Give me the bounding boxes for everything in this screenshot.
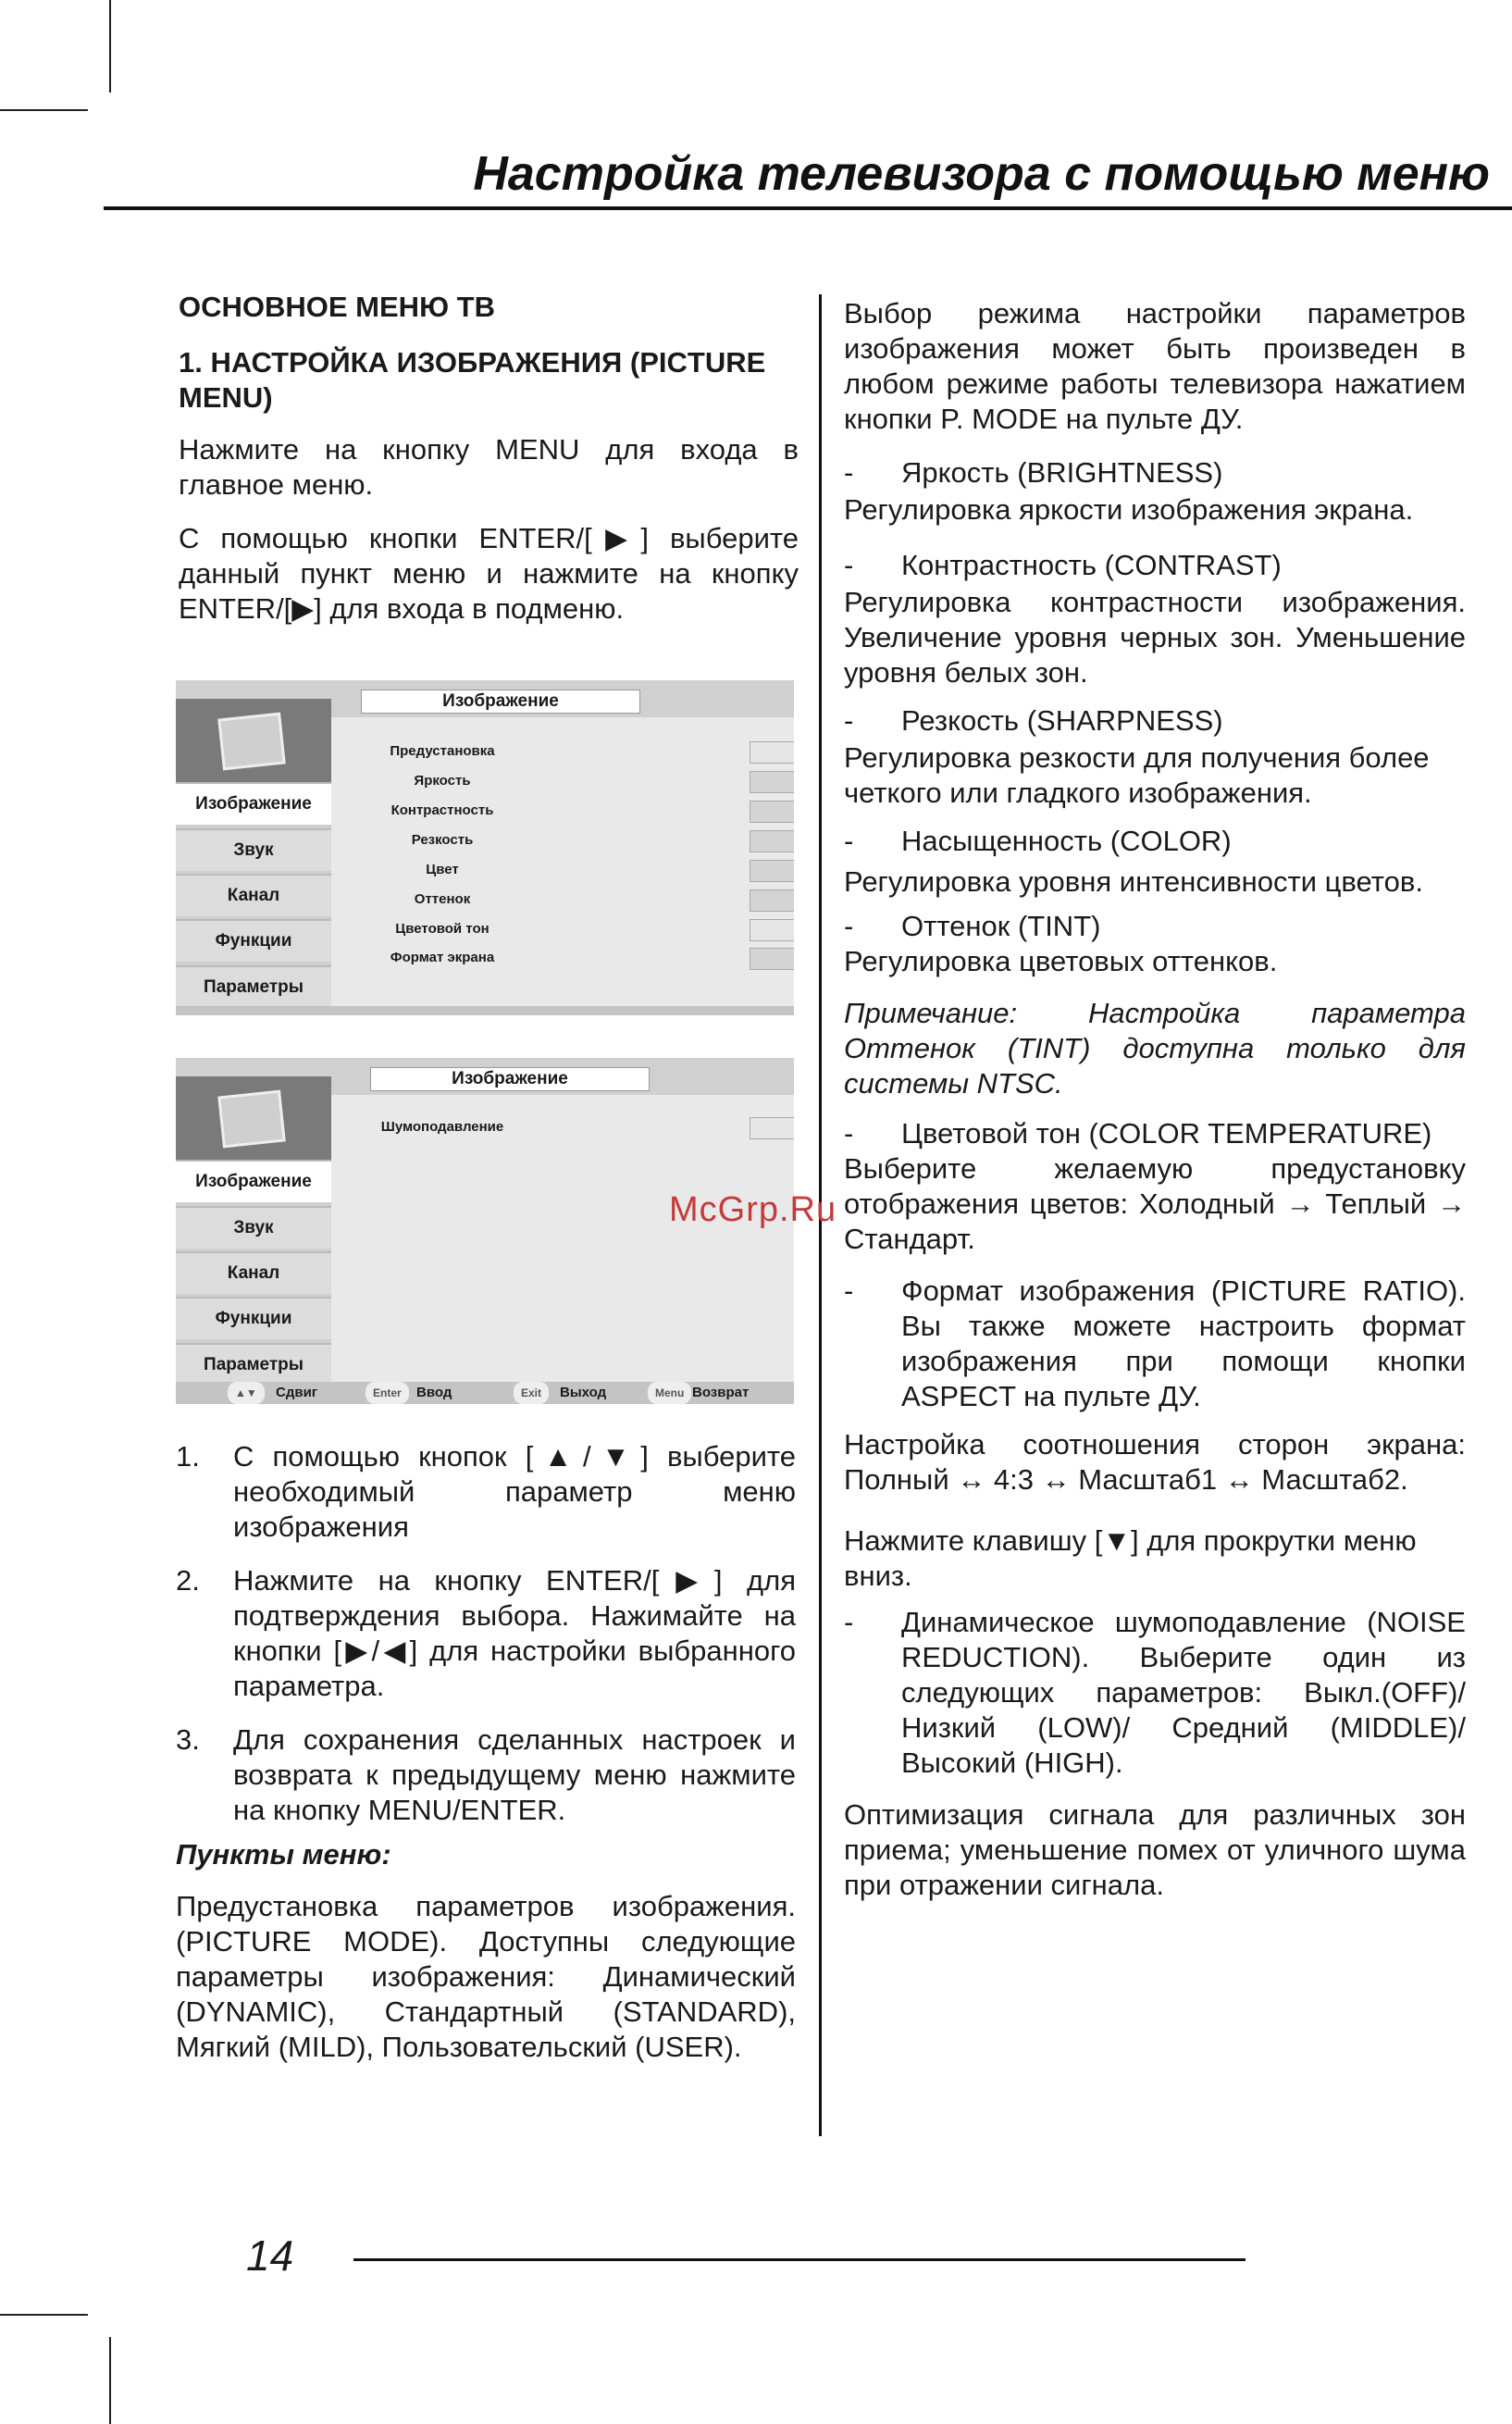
menu-footer-bar (176, 1006, 794, 1015)
row-value (750, 801, 794, 823)
row-value (750, 741, 794, 764)
menu-sidebar (176, 1076, 331, 1380)
crop-mark (0, 2314, 88, 2316)
menu-row-aspect[interactable] (331, 944, 794, 972)
row-value (750, 860, 794, 882)
menu-sidebar (176, 699, 331, 997)
list-number: 2. (176, 1564, 200, 1597)
bullet-tint: - Оттенок (TINT) (844, 910, 1101, 942)
footer-label-exit: Выход (560, 1385, 607, 1400)
bullet-desc: Регулировка уровня интенсивности цветов. (844, 865, 1423, 898)
bullet-label: Насыщенность (COLOR) (901, 825, 1232, 857)
note: Примечание: Настройка параметра Оттенок (TINT) доступна только для системы NTSC. (844, 997, 1466, 1100)
menu-footer-bar (176, 1382, 794, 1404)
list-item (176, 1722, 796, 1828)
menu-row-noise-reduction[interactable] (331, 1113, 794, 1141)
bullet-label: Оттенок (TINT) (901, 910, 1101, 942)
sidebar-item-channel[interactable]: Канал (176, 874, 331, 916)
sidebar-item-parameters[interactable]: Параметры (176, 1343, 331, 1386)
picture-icon (176, 699, 331, 782)
bullet-label: Цветовой тон (COLOR TEMPERATURE) (901, 1117, 1432, 1150)
bullet-label: Контрастность (CONTRAST) (901, 549, 1282, 581)
list-item (176, 1439, 796, 1545)
header-rule (104, 206, 1512, 210)
row-value (750, 771, 794, 793)
footer-label-enter: Ввод (416, 1385, 452, 1400)
row-label: Предустановка (390, 743, 495, 759)
menu-row-color[interactable] (331, 856, 794, 884)
footer-label-back: Возврат (692, 1385, 750, 1400)
paragraph: Настройка соотношения сторон экрана: Полный ↔ 4:3 ↔ Масштаб1 ↔ Масштаб2. (844, 1428, 1466, 1496)
list-item (176, 1563, 796, 1704)
row-value (750, 948, 794, 970)
sidebar-item-functions[interactable]: Функции (176, 919, 331, 962)
sidebar-item-functions[interactable]: Функции (176, 1297, 331, 1339)
right-column (844, 296, 1466, 1921)
bullet-desc: Регулировка контрастности изображения. Увеличение уровня черных зон. Уменьшение уровня белых зон. (844, 586, 1466, 689)
left-column-bottom (176, 1439, 796, 2083)
paragraph: Оптимизация сигнала для различных зон приема; уменьшение помех от уличного шума при отражении сигнала. (844, 1798, 1466, 1901)
crop-mark (109, 0, 111, 93)
paragraph: Выбор режима настройки параметров изображения может быть произведен в любом режиме работы телевизора нажатием кнопки P. MODE на пульте ДУ. (844, 297, 1466, 435)
key-enter: Enter (366, 1382, 409, 1404)
row-label: Цветовой тон (395, 921, 490, 937)
sidebar-item-sound[interactable]: Звук (176, 828, 331, 871)
bullet-desc: Регулировка яркости изображения экрана. (844, 493, 1414, 526)
bullet-contrast: - Контрастность (CONTRAST) (844, 549, 1282, 581)
menu-row-contrast[interactable] (331, 797, 794, 825)
row-label: Цвет (426, 862, 459, 877)
subsection-heading: 1. НАСТРОЙКА ИЗОБРАЖЕНИЯ (PICTURE MENU) (179, 346, 766, 414)
row-value (750, 889, 794, 912)
row-value (750, 1117, 794, 1139)
bullet-label: Формат изображения (PICTURE RATIO). Вы также можете настроить формат изображения при помощи кнопки ASPECT на пульте ДУ. (901, 1274, 1466, 1412)
list-number: 1. (176, 1440, 200, 1473)
row-label: Яркость (414, 773, 471, 789)
menu-row-brightness[interactable] (331, 767, 794, 795)
list-text: Для сохранения сделанных настроек и возврата к предыдущему меню нажмите на кнопку MENU/ENTER. (233, 1723, 796, 1826)
list-number: 3. (176, 1723, 200, 1756)
items-heading: Пункты меню: (176, 1838, 391, 1871)
picture-icon (176, 1076, 331, 1160)
footer-rule (353, 2258, 1246, 2261)
row-label: Контрастность (390, 802, 494, 818)
crop-mark (0, 109, 88, 111)
key-updown: ▲▼ (228, 1382, 265, 1404)
sidebar-item-parameters[interactable]: Параметры (176, 965, 331, 1008)
sidebar-item-picture[interactable]: Изображение (176, 1160, 331, 1202)
menu-title: Изображение (370, 1067, 650, 1091)
bullet-label: Яркость (BRIGHTNESS) (901, 456, 1223, 489)
sidebar-item-channel[interactable]: Канал (176, 1251, 331, 1294)
row-label: Формат экрана (390, 950, 495, 965)
bullet-brightness: - Яркость (BRIGHTNESS) (844, 456, 1223, 489)
page-title: Настройка телевизора с помощью меню (473, 147, 1490, 201)
paragraph: Нажмите на кнопку MENU для входа в главное меню. (179, 433, 799, 501)
key-menu: Menu (648, 1382, 691, 1404)
menu-title: Изображение (361, 690, 640, 714)
bullet-desc: Регулировка резкости для получения более четкого или гладкого изображения. (844, 741, 1430, 809)
bullet-ratio: - Формат изображения (PICTURE RATIO). Вы также можете настроить формат изображения при помощи кнопки ASPECT на пульте ДУ. (844, 1274, 1466, 1412)
footer-label-move: Сдвиг (276, 1385, 318, 1400)
tv-menu-screenshot (176, 680, 794, 1015)
bullet-label: Динамическое шумоподавление (NOISE REDUCTION). Выберите один из следующих параметров: Выкл.(OFF)/ Низкий (LOW)/ Средний (MIDDLE)/Высокий (HIGH). (901, 1606, 1466, 1779)
bullet-sharpness: - Резкость (SHARPNESS) (844, 704, 1223, 737)
section-heading: ОСНОВНОЕ МЕНЮ ТВ (179, 291, 495, 323)
menu-row-color-temp[interactable] (331, 915, 794, 943)
sidebar-item-picture[interactable]: Изображение (176, 782, 331, 825)
tv-menu-screenshot-2 (176, 1058, 794, 1404)
list-text: С помощью кнопок [▲/▼] выберите необходимый параметр меню изображения (233, 1440, 796, 1543)
row-value (750, 919, 794, 941)
bullet-color-temp: - Цветовой тон (COLOR TEMPERATURE) (844, 1117, 1432, 1150)
paragraph: С помощью кнопки ENTER/[▶] выберите данный пункт меню и нажмите на кнопку ENTER/[▶] для входа в подменю. (179, 522, 799, 625)
paragraph: Предустановка параметров изображения. (PICTURE MODE). Доступны следующие параметры изображения: Динамический (DYNAMIC), Стандартный (STANDARD), Мягкий (MILD), Пользовательский (USER). (176, 1890, 796, 2063)
left-column-top (179, 290, 799, 645)
menu-row-preset[interactable] (331, 738, 794, 765)
watermark: McGrp.Ru (669, 1190, 837, 1229)
list-text: Нажмите на кнопку ENTER/[▶] для подтверждения выбора. Нажимайте на кнопки [▶/◀] для настройки выбранного параметра. (233, 1564, 796, 1702)
bullet-desc: Регулировка цветовых оттенков. (844, 945, 1278, 977)
page-number: 14 (246, 2231, 294, 2280)
row-value (750, 830, 794, 852)
crop-mark (109, 2337, 111, 2424)
bullet-label: Резкость (SHARPNESS) (901, 704, 1223, 737)
bullet-noise: - Динамическое шумоподавление (NOISE REDUCTION). Выберите один из следующих параметров: Выкл.(OFF)/ Низкий (LOW)/ Средний (MIDDLE)/Высокий (HIGH). (844, 1606, 1466, 1779)
bullet-desc: Выберите желаемую предустановку отображения цветов: Холодный → Теплый → Стандарт. (844, 1152, 1466, 1255)
menu-row-sharpness[interactable] (331, 827, 794, 854)
paragraph: Нажмите клавишу [▼] для прокрутки меню вниз. (844, 1524, 1417, 1592)
menu-row-tint[interactable] (331, 886, 794, 914)
row-label: Оттенок (414, 891, 471, 907)
row-label: Резкость (411, 832, 474, 848)
key-exit: Exit (514, 1382, 549, 1404)
sidebar-item-sound[interactable]: Звук (176, 1206, 331, 1249)
bullet-color: - Насыщенность (COLOR) (844, 825, 1232, 857)
row-label: Шумоподавление (380, 1119, 504, 1135)
